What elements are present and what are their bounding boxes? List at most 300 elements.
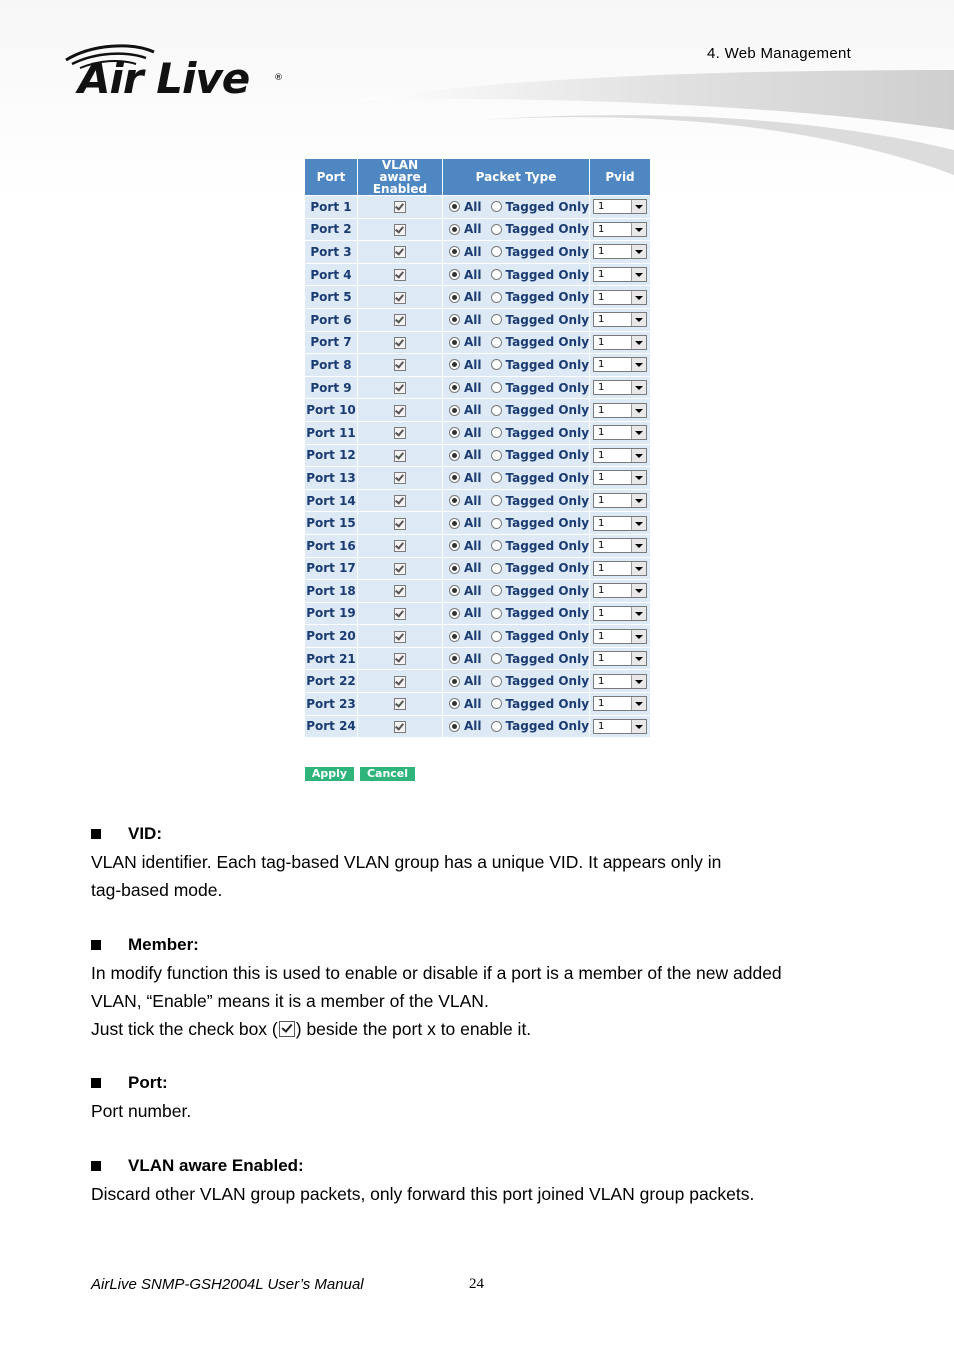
pvid-select[interactable]: 1 <box>593 448 647 463</box>
chevron-down-icon[interactable] <box>631 313 646 326</box>
table-row <box>305 308 651 331</box>
pvid-cell <box>590 308 651 331</box>
bullet-square-icon <box>91 1161 101 1171</box>
radio-all[interactable] <box>449 721 460 732</box>
table-row <box>305 467 651 490</box>
table-row <box>305 286 651 309</box>
vlan-aware-cell <box>358 602 443 625</box>
radio-tagged-only[interactable] <box>491 382 502 393</box>
chevron-down-icon[interactable] <box>631 404 646 417</box>
packet-type-cell <box>443 308 590 331</box>
vlan-aware-checkbox[interactable] <box>394 676 406 688</box>
table-row <box>305 444 651 467</box>
pvid-cell <box>590 218 651 241</box>
pvid-cell <box>590 354 651 377</box>
radio-tagged-label: Tagged Only <box>505 561 590 576</box>
radio-tagged-label: Tagged Only <box>505 674 590 689</box>
vlan-aware-cell <box>358 421 443 444</box>
radio-tagged-label: Tagged Only <box>505 380 590 395</box>
radio-all[interactable] <box>449 585 460 596</box>
vlan-aware-cell <box>358 715 443 738</box>
radio-tagged-only[interactable] <box>491 359 502 370</box>
vlan-aware-cell <box>358 399 443 422</box>
port-label: Port 15 <box>305 512 358 535</box>
section-title: 4. Web Management <box>707 45 852 62</box>
radio-all[interactable] <box>449 608 460 619</box>
vlan-aware-cell <box>358 489 443 512</box>
vlan-aware-cell <box>358 693 443 716</box>
radio-tagged-only[interactable] <box>491 269 502 280</box>
radio-tagged-label: Tagged Only <box>505 244 590 259</box>
vlan-aware-description: Discard other VLAN group packets, only forward this port joined VLAN group packets. <box>91 1184 755 1204</box>
vid-heading: VID: <box>91 824 162 844</box>
pvid-cell <box>590 286 651 309</box>
pvid-cell <box>590 444 651 467</box>
vlan-aware-checkbox[interactable] <box>394 292 406 304</box>
port-label: Port 12 <box>305 444 358 467</box>
radio-all[interactable] <box>449 472 460 483</box>
vlan-aware-checkbox[interactable] <box>394 472 406 484</box>
pvid-cell <box>590 647 651 670</box>
chevron-down-icon[interactable] <box>631 268 646 281</box>
radio-all[interactable] <box>449 450 460 461</box>
radio-tagged-only[interactable] <box>491 472 502 483</box>
chevron-down-icon[interactable] <box>631 720 646 733</box>
chevron-down-icon[interactable] <box>631 471 646 484</box>
chevron-down-icon[interactable] <box>631 494 646 507</box>
vlan-aware-cell <box>358 534 443 557</box>
radio-tagged-label: Tagged Only <box>505 335 590 350</box>
radio-all[interactable] <box>449 314 460 325</box>
vlan-aware-cell <box>358 263 443 286</box>
port-label: Port 7 <box>305 331 358 354</box>
radio-tagged-label: Tagged Only <box>505 516 590 531</box>
chevron-down-icon[interactable] <box>631 358 646 371</box>
pvid-select[interactable]: 1 <box>593 516 647 531</box>
radio-tagged-only[interactable] <box>491 563 502 574</box>
chevron-down-icon[interactable] <box>631 630 646 643</box>
pvid-cell <box>590 602 651 625</box>
bullet-square-icon <box>91 1078 101 1088</box>
packet-type-cell <box>443 444 590 467</box>
packet-type-cell <box>443 715 590 738</box>
radio-tagged-only[interactable] <box>491 540 502 551</box>
radio-tagged-label: Tagged Only <box>505 538 590 553</box>
port-label: Port 11 <box>305 421 358 444</box>
radio-all[interactable] <box>449 518 460 529</box>
chevron-down-icon[interactable] <box>631 697 646 710</box>
cancel-button[interactable]: Cancel <box>360 767 415 781</box>
vlan-aware-checkbox[interactable] <box>394 563 406 575</box>
pvid-select[interactable]: 1 <box>593 629 647 644</box>
vlan-aware-cell <box>358 354 443 377</box>
table-row <box>305 421 651 444</box>
packet-type-cell <box>443 421 590 444</box>
chevron-down-icon[interactable] <box>631 426 646 439</box>
radio-all-label: All <box>464 561 482 576</box>
vlan-port-table <box>304 158 651 738</box>
packet-type-cell <box>443 467 590 490</box>
vlan-aware-cell <box>358 286 443 309</box>
vlan-aware-checkbox[interactable] <box>394 608 406 620</box>
radio-all[interactable] <box>449 292 460 303</box>
radio-tagged-only[interactable] <box>491 631 502 642</box>
packet-type-cell <box>443 670 590 693</box>
radio-all-label: All <box>464 696 482 711</box>
radio-all-label: All <box>464 199 482 214</box>
packet-type-cell <box>443 580 590 603</box>
packet-type-cell <box>443 196 590 219</box>
vlan-aware-checkbox[interactable] <box>394 450 406 462</box>
pvid-cell <box>590 376 651 399</box>
radio-all-label: All <box>464 290 482 305</box>
radio-tagged-only[interactable] <box>491 427 502 438</box>
pvid-select[interactable]: 1 <box>593 244 647 259</box>
port-description: Port number. <box>91 1101 192 1121</box>
packet-type-cell <box>443 354 590 377</box>
port-label: Port 23 <box>305 693 358 716</box>
packet-type-cell <box>443 263 590 286</box>
radio-all[interactable] <box>449 337 460 348</box>
packet-type-cell <box>443 693 590 716</box>
pvid-cell <box>590 489 651 512</box>
chevron-down-icon[interactable] <box>631 562 646 575</box>
radio-tagged-label: Tagged Only <box>505 606 590 621</box>
port-label: Port 14 <box>305 489 358 512</box>
radio-tagged-only[interactable] <box>491 450 502 461</box>
port-label: Port 10 <box>305 399 358 422</box>
radio-all[interactable] <box>449 224 460 235</box>
vlan-aware-checkbox[interactable] <box>394 427 406 439</box>
vlan-aware-checkbox[interactable] <box>394 495 406 507</box>
pvid-select[interactable]: 1 <box>593 267 647 282</box>
radio-tagged-only[interactable] <box>491 518 502 529</box>
table-row <box>305 263 651 286</box>
radio-tagged-label: Tagged Only <box>505 290 590 305</box>
port-label: Port 5 <box>305 286 358 309</box>
radio-all[interactable] <box>449 631 460 642</box>
radio-tagged-label: Tagged Only <box>505 199 590 214</box>
pvid-cell <box>590 421 651 444</box>
col-header-pvid: Pvid <box>590 159 651 196</box>
radio-tagged-label: Tagged Only <box>505 403 590 418</box>
radio-tagged-only[interactable] <box>491 405 502 416</box>
radio-tagged-only[interactable] <box>491 495 502 506</box>
packet-type-cell <box>443 241 590 264</box>
pvid-select[interactable]: 1 <box>593 719 647 734</box>
pvid-cell <box>590 670 651 693</box>
table-header-row <box>305 159 651 196</box>
radio-tagged-label: Tagged Only <box>505 493 590 508</box>
packet-type-cell <box>443 534 590 557</box>
pvid-cell <box>590 467 651 490</box>
radio-tagged-label: Tagged Only <box>505 629 590 644</box>
pvid-select[interactable]: 1 <box>593 493 647 508</box>
vlan-aware-checkbox[interactable] <box>394 246 406 258</box>
port-label: Port 16 <box>305 534 358 557</box>
port-label: Port 22 <box>305 670 358 693</box>
member-heading: Member: <box>91 935 199 955</box>
vlan-aware-checkbox[interactable] <box>394 337 406 349</box>
radio-tagged-only[interactable] <box>491 201 502 212</box>
pvid-select[interactable]: 1 <box>593 696 647 711</box>
table-row <box>305 196 651 219</box>
radio-all[interactable] <box>449 495 460 506</box>
packet-type-cell <box>443 602 590 625</box>
radio-all-label: All <box>464 629 482 644</box>
radio-all-label: All <box>464 244 482 259</box>
radio-tagged-only[interactable] <box>491 292 502 303</box>
radio-all-label: All <box>464 719 482 734</box>
radio-tagged-label: Tagged Only <box>505 312 590 327</box>
vlan-aware-cell <box>358 580 443 603</box>
pvid-select[interactable]: 1 <box>593 290 647 305</box>
table-row <box>305 331 651 354</box>
port-label: Port 2 <box>305 218 358 241</box>
packet-type-cell <box>443 489 590 512</box>
vlan-aware-checkbox[interactable] <box>394 698 406 710</box>
table-row <box>305 557 651 580</box>
radio-all-label: All <box>464 403 482 418</box>
table-row <box>305 602 651 625</box>
radio-tagged-label: Tagged Only <box>505 357 590 372</box>
vlan-aware-checkbox[interactable] <box>394 269 406 281</box>
pvid-select[interactable]: 1 <box>593 674 647 689</box>
pvid-select[interactable]: 1 <box>593 357 647 372</box>
radio-tagged-label: Tagged Only <box>505 651 590 666</box>
port-label: Port 1 <box>305 196 358 219</box>
vlan-aware-cell <box>358 331 443 354</box>
chevron-down-icon[interactable] <box>631 449 646 462</box>
radio-tagged-only[interactable] <box>491 314 502 325</box>
radio-all-label: All <box>464 538 482 553</box>
vlan-aware-cell <box>358 376 443 399</box>
radio-all-label: All <box>464 312 482 327</box>
airlive-logo: Air Live <box>78 54 250 103</box>
registered-mark: ® <box>274 73 283 83</box>
table-row <box>305 647 651 670</box>
pvid-cell <box>590 625 651 648</box>
table-row <box>305 399 651 422</box>
vlan-aware-cell <box>358 647 443 670</box>
table-row <box>305 489 651 512</box>
pvid-cell <box>590 693 651 716</box>
bullet-square-icon <box>91 829 101 839</box>
radio-all-label: All <box>464 470 482 485</box>
pvid-cell <box>590 196 651 219</box>
footer-manual-title: AirLive SNMP-GSH2004L User’s Manual <box>91 1276 364 1293</box>
vlan-aware-checkbox[interactable] <box>394 631 406 643</box>
pvid-select[interactable]: 1 <box>593 538 647 553</box>
pvid-select[interactable]: 1 <box>593 222 647 237</box>
radio-tagged-only[interactable] <box>491 653 502 664</box>
radio-all[interactable] <box>449 427 460 438</box>
vlan-aware-checkbox[interactable] <box>394 314 406 326</box>
radio-tagged-label: Tagged Only <box>505 719 590 734</box>
pvid-select[interactable]: 1 <box>593 425 647 440</box>
vlan-aware-cell <box>358 625 443 648</box>
radio-tagged-label: Tagged Only <box>505 448 590 463</box>
pvid-cell <box>590 534 651 557</box>
pvid-select[interactable]: 1 <box>593 403 647 418</box>
radio-all-label: All <box>464 357 482 372</box>
tick-instruction: Just tick the check box ( ) beside the port x to enable it. <box>91 1019 532 1039</box>
pvid-cell <box>590 399 651 422</box>
radio-all[interactable] <box>449 563 460 574</box>
vlan-aware-cell <box>358 557 443 580</box>
pvid-select[interactable]: 1 <box>593 583 647 598</box>
port-label: Port 9 <box>305 376 358 399</box>
chevron-down-icon[interactable] <box>631 539 646 552</box>
vlan-aware-cell <box>358 241 443 264</box>
port-label: Port 18 <box>305 580 358 603</box>
vlan-aware-checkbox[interactable] <box>394 224 406 236</box>
radio-tagged-only[interactable] <box>491 608 502 619</box>
port-label: Port 8 <box>305 354 358 377</box>
vlan-aware-cell <box>358 512 443 535</box>
vlan-aware-checkbox[interactable] <box>394 359 406 371</box>
port-label: Port 3 <box>305 241 358 264</box>
table-row <box>305 693 651 716</box>
port-label: Port 21 <box>305 647 358 670</box>
vlan-aware-cell <box>358 670 443 693</box>
vlan-aware-checkbox[interactable] <box>394 201 406 213</box>
port-label: Port 20 <box>305 625 358 648</box>
port-label: Port 6 <box>305 308 358 331</box>
pvid-select[interactable]: 1 <box>593 651 647 666</box>
pvid-select[interactable]: 1 <box>593 380 647 395</box>
port-label: Port 17 <box>305 557 358 580</box>
radio-tagged-label: Tagged Only <box>505 222 590 237</box>
pvid-cell <box>590 331 651 354</box>
pvid-cell <box>590 512 651 535</box>
chevron-down-icon[interactable] <box>631 336 646 349</box>
pvid-select[interactable]: 1 <box>593 335 647 350</box>
port-label: Port 13 <box>305 467 358 490</box>
radio-all-label: All <box>464 335 482 350</box>
table-body <box>305 196 651 738</box>
radio-all[interactable] <box>449 201 460 212</box>
radio-all[interactable] <box>449 653 460 664</box>
radio-all-label: All <box>464 651 482 666</box>
radio-tagged-only[interactable] <box>491 585 502 596</box>
vlan-aware-cell <box>358 444 443 467</box>
pvid-select[interactable]: 1 <box>593 606 647 621</box>
vlan-aware-checkbox[interactable] <box>394 653 406 665</box>
chevron-down-icon[interactable] <box>631 245 646 258</box>
table-row <box>305 218 651 241</box>
table-row <box>305 241 651 264</box>
chevron-down-icon[interactable] <box>631 381 646 394</box>
table-row <box>305 534 651 557</box>
radio-tagged-only[interactable] <box>491 224 502 235</box>
radio-all[interactable] <box>449 246 460 257</box>
chevron-down-icon[interactable] <box>631 517 646 530</box>
chevron-down-icon[interactable] <box>631 675 646 688</box>
pvid-cell <box>590 557 651 580</box>
table-row <box>305 715 651 738</box>
packet-type-cell <box>443 647 590 670</box>
chevron-down-icon[interactable] <box>631 652 646 665</box>
checkbox-checked-icon <box>279 1021 295 1037</box>
vlan-aware-checkbox[interactable] <box>394 585 406 597</box>
radio-all[interactable] <box>449 698 460 709</box>
radio-all-label: All <box>464 267 482 282</box>
chevron-down-icon[interactable] <box>631 223 646 236</box>
port-label: Port 19 <box>305 602 358 625</box>
port-label: Port 4 <box>305 263 358 286</box>
pvid-cell <box>590 715 651 738</box>
radio-tagged-only[interactable] <box>491 721 502 732</box>
chevron-down-icon[interactable] <box>631 291 646 304</box>
member-description: In modify function this is used to enable or disable if a port is a member of the new added VLAN, “Enable” means it is a member of the VLAN. Just tick the check box ( ) beside the port x to enable it. <box>91 959 871 1043</box>
vlan-aware-cell <box>358 308 443 331</box>
col-header-packet-type: Packet Type <box>443 159 590 196</box>
vlan-aware-checkbox[interactable] <box>394 540 406 552</box>
pvid-select[interactable]: 1 <box>593 561 647 576</box>
footer-page-number: 24 <box>469 1276 484 1292</box>
port-label: Port 24 <box>305 715 358 738</box>
radio-tagged-only[interactable] <box>491 676 502 687</box>
radio-all[interactable] <box>449 359 460 370</box>
radio-all-label: All <box>464 448 482 463</box>
apply-button[interactable]: Apply <box>305 767 354 781</box>
radio-tagged-only[interactable] <box>491 698 502 709</box>
packet-type-cell <box>443 557 590 580</box>
bullet-square-icon <box>91 940 101 950</box>
table-row <box>305 625 651 648</box>
table-row <box>305 670 651 693</box>
vlan-aware-checkbox[interactable] <box>394 518 406 530</box>
col-header-vlan-aware: VLAN aware Enabled <box>358 159 443 196</box>
radio-tagged-only[interactable] <box>491 246 502 257</box>
radio-all-label: All <box>464 606 482 621</box>
radio-tagged-only[interactable] <box>491 337 502 348</box>
radio-all-label: All <box>464 516 482 531</box>
radio-all[interactable] <box>449 540 460 551</box>
packet-type-cell <box>443 286 590 309</box>
packet-type-cell <box>443 376 590 399</box>
radio-all[interactable] <box>449 269 460 280</box>
radio-tagged-label: Tagged Only <box>505 583 590 598</box>
radio-all-label: All <box>464 380 482 395</box>
vlan-aware-checkbox[interactable] <box>394 382 406 394</box>
radio-all[interactable] <box>449 382 460 393</box>
pvid-cell <box>590 263 651 286</box>
table-row <box>305 512 651 535</box>
vlan-aware-checkbox[interactable] <box>394 405 406 417</box>
vid-description: VLAN identifier. Each tag-based VLAN group has a unique VID. It appears only in tag-based mode. <box>91 852 722 900</box>
vlan-aware-cell <box>358 196 443 219</box>
pvid-select[interactable]: 1 <box>593 199 647 214</box>
packet-type-cell <box>443 399 590 422</box>
radio-tagged-label: Tagged Only <box>505 267 590 282</box>
radio-all[interactable] <box>449 676 460 687</box>
chevron-down-icon[interactable] <box>631 584 646 597</box>
packet-type-cell <box>443 512 590 535</box>
pvid-select[interactable]: 1 <box>593 470 647 485</box>
col-header-port: Port <box>305 159 358 196</box>
chevron-down-icon[interactable] <box>631 607 646 620</box>
vlan-aware-checkbox[interactable] <box>394 721 406 733</box>
radio-all[interactable] <box>449 405 460 416</box>
radio-all-label: All <box>464 674 482 689</box>
packet-type-cell <box>443 625 590 648</box>
radio-tagged-label: Tagged Only <box>505 696 590 711</box>
pvid-select[interactable]: 1 <box>593 312 647 327</box>
radio-tagged-label: Tagged Only <box>505 470 590 485</box>
chevron-down-icon[interactable] <box>631 200 646 213</box>
